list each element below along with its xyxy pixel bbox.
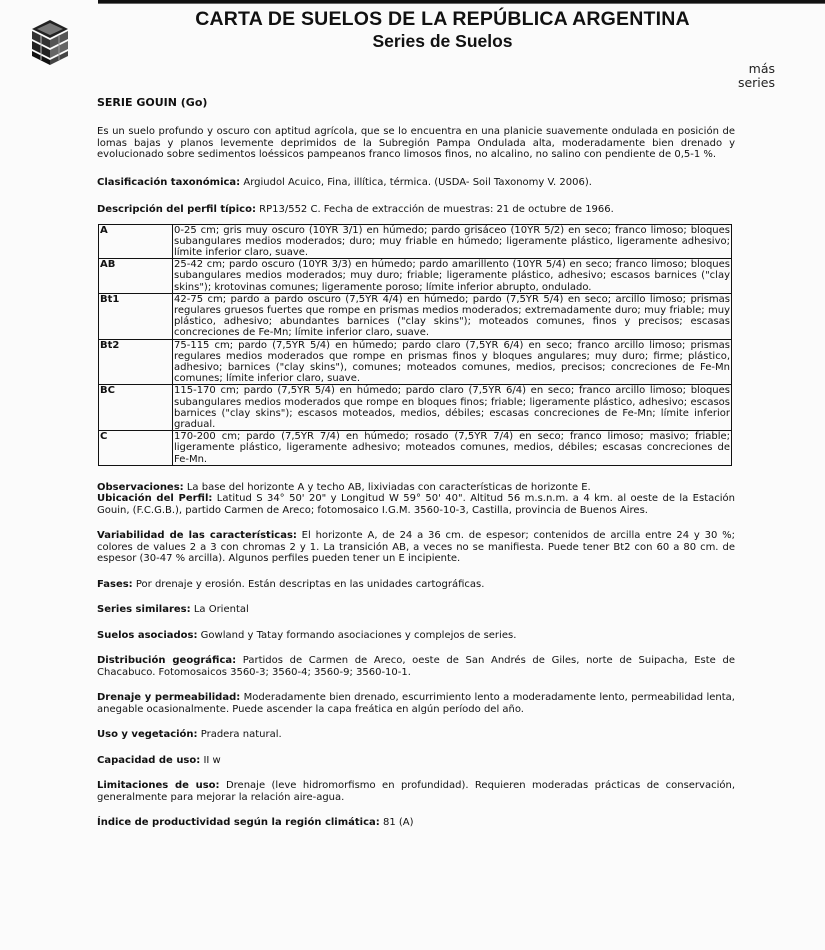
variability-label: Variabilidad de las características:: [97, 530, 297, 542]
land-use: [97, 729, 735, 741]
profile-description-label: Descripción del perfil típico:: [97, 204, 256, 215]
productivity-index: [97, 817, 735, 829]
table-row: [99, 339, 732, 385]
horizon-description: 115-170 cm; pardo (7,5YR 5/4) en húmedo; pardo claro (7,5YR 6/4) en seco; franco arcillo limoso; bloques subangulares medios moderados que rompe en bloques finos; friable; ligeramente plástico, adhesivo; escasos barnices ("clay skins"); escasos moteados, medios, débiles; escasas concreciones de Fe-Mn; límite inferior gradual.: [174, 385, 730, 430]
land-use-value: Pradera natural.: [197, 729, 282, 741]
horizons-table: [98, 224, 732, 466]
phases-label: Fases:: [97, 578, 133, 590]
associated-soils-value: Gowland y Tatay formando asociaciones y complejos de series.: [197, 629, 517, 641]
page-subtitle: Series de Suelos: [372, 31, 513, 51]
page-title: CARTA DE SUELOS DE LA REPÚBLICA ARGENTINA: [195, 8, 690, 30]
taxonomic-classification: [97, 177, 735, 189]
similar-series-value: La Oriental: [190, 604, 249, 616]
horizon-name: C: [99, 431, 173, 466]
horizon-description: 25-42 cm; pardo oscuro (10YR 3/3) en húmedo; pardo amarillento (10YR 5/4) en seco; franco limoso; bloques subangulares medios moderados; muy duro; friable; ligeramente plástico, adhesivo; escasos barnices ("clay skins"); krotovinas comunes; ligeramente poroso; límite inferior abrupto, ondulado.: [174, 259, 730, 293]
use-capacity-value: II w: [200, 754, 221, 766]
horizon-name: AB: [99, 259, 173, 294]
use-capacity-label: Capacidad de uso:: [97, 754, 201, 766]
series-title: SERIE GOUIN (Go): [97, 96, 208, 109]
profile-description-value: RP13/552 C. Fecha de extracción de muestras: 21 de octubre de 1966.: [255, 204, 614, 215]
associated-soils-label: Suelos asociados:: [97, 629, 198, 641]
land-use-label: Uso y vegetación:: [97, 729, 198, 741]
profile-location: [97, 493, 735, 516]
series-content: [97, 96, 735, 829]
observations: [97, 482, 735, 494]
geographic-distribution-label: Distribución geográfica:: [97, 655, 237, 667]
phases-value: Por drenaje y erosión. Están descriptas en las unidades cartográficas.: [132, 578, 485, 590]
variability-value: El horizonte A, de 24 a 36 cm. de espesor; contenidos de arcilla entre 24 y 30 %; colores de values 2 a 3 con chromas 2 y 1. La transición AB, a veces no se manifiesta. Puede tener Bt2 con 60 a 80 cm. de espesor (30-47 % arcilla). Algunos perfiles pueden tener un E incipiente.: [97, 530, 735, 565]
horizon-description: 170-200 cm; pardo (7,5YR 7/4) en húmedo; rosado (7,5YR 7/4) en seco; franco limoso; masivo; friable; ligeramente plástico, ligeramente adhesivo; moteados comunes, medios, débiles; escasas concreciones de Fe-Mn.: [174, 431, 730, 465]
phases: [97, 579, 735, 591]
use-limitations-value: Drenaje (leve hidromorfismo en profundidad). Requieren moderadas prácticas de conservación, generalmente para mejorar la relación aire-agua.: [97, 780, 735, 803]
associated-soils: [97, 630, 735, 642]
table-row: [99, 385, 732, 431]
productivity-index-label: Índice de productividad según la región climática:: [97, 817, 380, 829]
observations-value: La base del horizonte A y techo AB, lixiviadas con características de horizonte E.: [183, 481, 591, 493]
variability: [97, 530, 735, 565]
table-row: [99, 224, 732, 259]
table-row: [99, 431, 732, 466]
horizon-description: 0-25 cm; gris muy oscuro (10YR 3/1) en húmedo; pardo grisáceo (10YR 5/2) en seco; franco limoso; bloques subangulares medios moderados; duro; muy friable en húmedo; ligeramente plástico, ligeramente adhesivo; límite inferior claro, suave.: [174, 224, 730, 258]
stacked-soil-cube-icon: [28, 18, 72, 66]
observations-label: Observaciones:: [97, 481, 184, 493]
geographic-distribution: [97, 655, 735, 678]
series-intro: Es un suelo profundo y oscuro con aptitud agrícola, que se lo encuentra en una planicie suavemente ondulada en posición de lomas bajas y planos levemente deprimidos de la Subregión Pampa Ondulada alta, moderadamente bien drenado y evolucionado sobre sedimentos loéssicos pampeanos franco limosos finos, no alcalino, no salino con pendiente de 0,5-1 %.: [97, 126, 735, 160]
drainage-permeability-label: Drenaje y permeabilidad:: [97, 692, 241, 704]
table-row: [99, 293, 732, 339]
profile-location-value: Latitud S 34° 50' 20" y Longitud W 59° 50' 40". Altitud 56 m.s.n.m. a 4 km. al oeste de la Estación Gouin, (F.C.G.B.), partido Carmen de Areco; fotomosaico I.G.M. 3560-10-3, Castilla, provincia de Buenos Aires.: [97, 493, 735, 516]
profile-description: [97, 204, 735, 216]
productivity-index-value: 81 (A): [379, 817, 414, 829]
horizon-description: 42-75 cm; pardo a pardo oscuro (7,5YR 4/4) en húmedo; pardo (7,5YR 5/4) en seco; arcillo limoso; prismas regulares gruesos fuertes que rompe en prismas medios moderados; extremadamente duro; muy friable; muy plástico, adhesivo; abundantes barnices ("clay skins"); moteados comunes, finos y precisos; escasas concreciones de Fe-Mn; límite inferior claro, suave.: [174, 293, 730, 339]
drainage-permeability-value: Moderadamente bien drenado, escurrimiento lento a moderadamente lento, permeabilidad lenta, anegable ocasionalmente. Puede ascender la capa freática en algún período del año.: [97, 692, 735, 715]
more-series-link-line1: más: [748, 61, 775, 76]
horizon-name: Bt2: [99, 339, 173, 385]
geographic-distribution-value: Partidos de Carmen de Areco, oeste de San Andrés de Giles, norte de Suipacha, Este de Chacabuco. Fotomosaicos 3560-3; 3560-4; 3560-9; 3560-10-1.: [97, 655, 735, 678]
taxonomic-classification-value: Argiudol Acuico, Fina, illítica, térmica. (USDA- Soil Taxonomy V. 2006).: [240, 176, 592, 188]
taxonomic-classification-label: Clasificación taxonómica:: [97, 176, 241, 188]
profile-location-label: Ubicación del Perfil:: [97, 493, 213, 505]
similar-series: [97, 604, 735, 616]
horizon-name: A: [99, 224, 173, 259]
horizon-name: BC: [99, 385, 173, 431]
top-border-line: [98, 0, 825, 4]
more-series-link[interactable]: [738, 62, 775, 90]
use-capacity: [97, 755, 735, 767]
drainage-permeability: [97, 692, 735, 715]
use-limitations-label: Limitaciones de uso:: [97, 780, 220, 792]
use-limitations: [97, 780, 735, 803]
table-row: [99, 259, 732, 294]
horizon-description: 75-115 cm; pardo (7,5YR 5/4) en húmedo; pardo claro (7,5YR 6/4) en seco; franco arcillo limoso; prismas regulares medios moderados que rompe en prismas finos y bloques angulares; muy duro; firme; plástico, adhesivo; barnices ("clay skins"), comunes; moteados comunes, medios, precisos; concreciones de Fe-Mn comunes; límite inferior claro, suave.: [174, 339, 730, 385]
horizon-name: Bt1: [99, 293, 173, 339]
similar-series-label: Series similares:: [97, 604, 191, 616]
more-series-link-line2: series: [737, 75, 775, 90]
